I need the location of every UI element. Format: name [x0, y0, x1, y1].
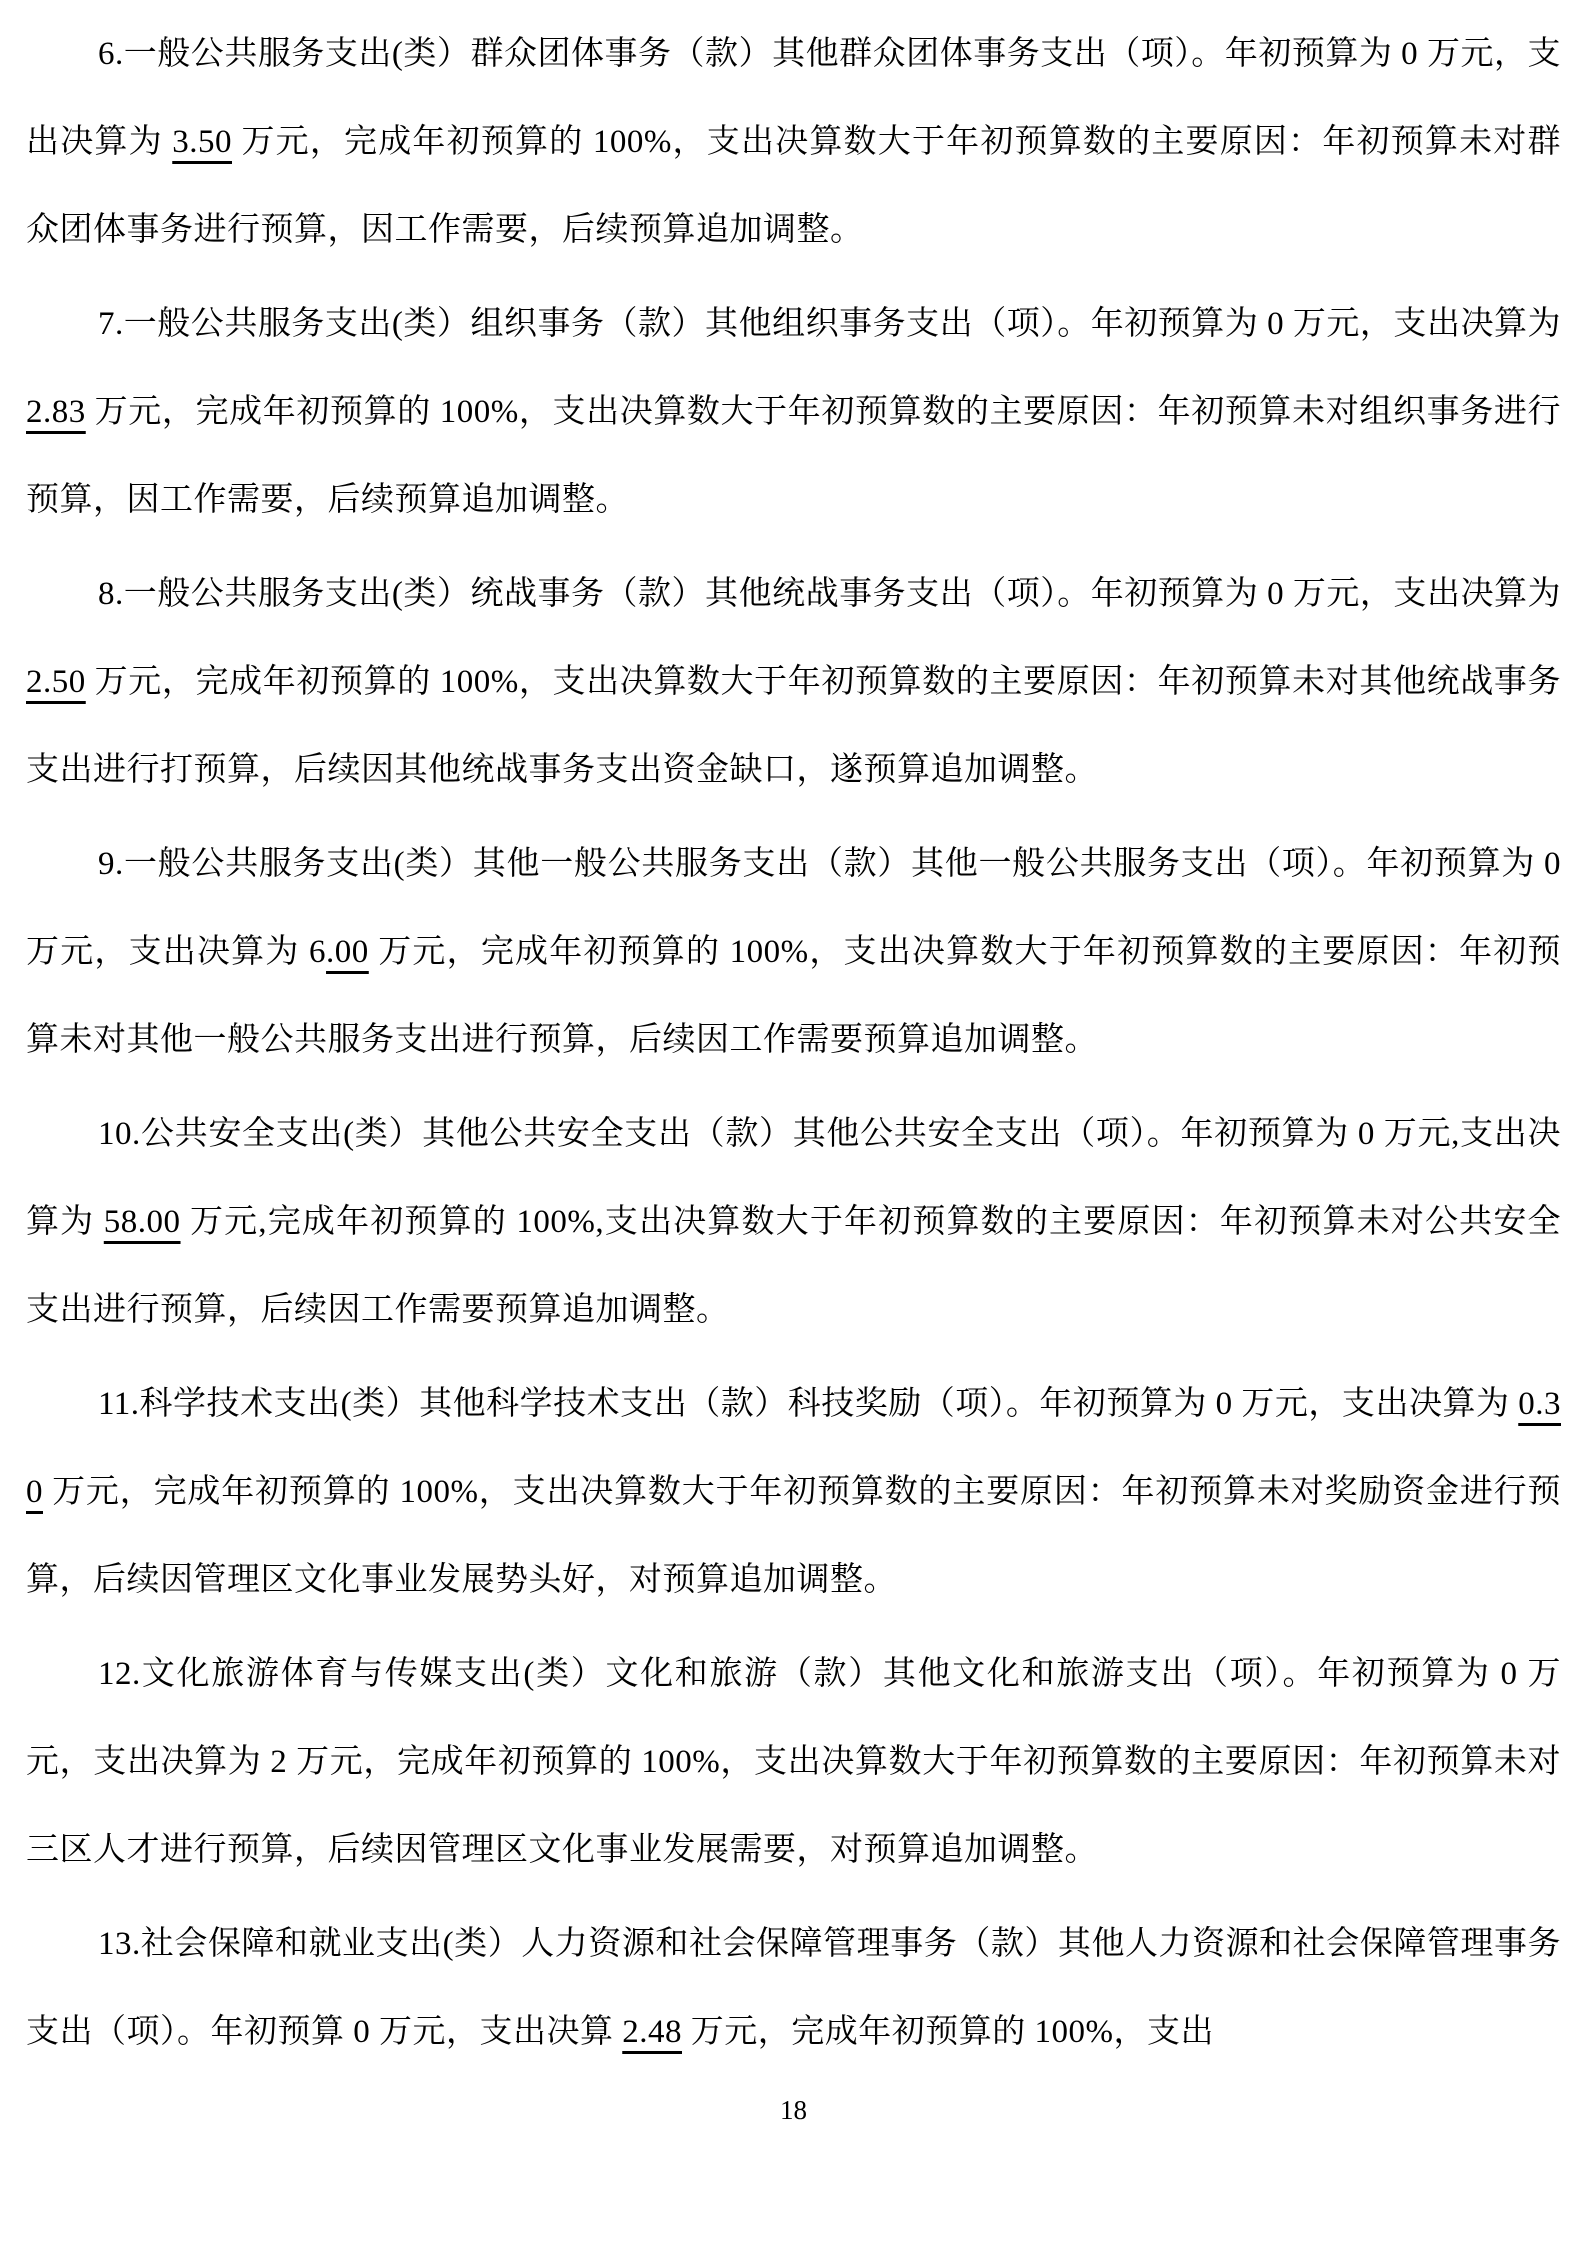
document-body [26, 10, 1570, 2076]
text-run: 万元，完成年初预算的 100%，支出决算数大于年初预算数的主要原因：年初预算未对其他统战事务支出进行打预算，后续因其他统战事务支出资金缺口，遂预算追加调整。 [26, 664, 1561, 788]
paragraph-13 [26, 1900, 1561, 2076]
paragraph-6 [26, 10, 1561, 274]
text-run: 10.公共安全支出(类）其他公共安全支出（款）其他公共安全支出（项）。年初预算为 0 万元,支出决算为 [26, 1116, 1561, 1240]
text-run: 万元，完成年初预算的 100%，支出决算数大于年初预算数的主要原因：年初预算未对组织事务进行预算，因工作需要，后续预算追加调整。 [26, 394, 1561, 518]
text-run: 万元，完成年初预算的 100%，支出决算数大于年初预算数的主要原因：年初预算未对其他一般公共服务支出进行预算，后续因工作需要预算追加调整。 [26, 934, 1561, 1058]
text-run: 万元，完成年初预算的 100%，支出决算数大于年初预算数的主要原因：年初预算未对奖励资金进行预算，后续因管理区文化事业发展势头好，对预算追加调整。 [26, 1474, 1561, 1598]
text-run: 13.社会保障和就业支出(类）人力资源和社会保障管理事务（款）其他人力资源和社会保障管理事务支出（项）。年初预算 0 万元，支出决算 [26, 1926, 1561, 2050]
underlined-amount: 2.83 [26, 394, 86, 430]
underlined-amount: 3.50 [172, 124, 232, 160]
paragraph-12 [26, 1630, 1561, 1894]
underlined-amount: 2.50 [26, 664, 86, 700]
page-footer [0, 2095, 1587, 2125]
paragraph-7 [26, 280, 1570, 544]
text-run: 11.科学技术支出(类）其他科学技术支出（款）科技奖励（项）。年初预算为 0 万元，支出决算为 [98, 1386, 1519, 1422]
paragraph-9 [26, 820, 1570, 1084]
underlined-amount: .00 [326, 934, 369, 970]
text-run: 8.一般公共服务支出(类）统战事务（款）其他统战事务支出（项）。年初预算为 0 万元，支出决算为 [98, 576, 1570, 612]
text-run: 9.一般公共服务支出(类）其他一般公共服务支出（款）其他一般公共服务支出（项）。年初预算为 0 万元，支出决算为 6 [26, 846, 1570, 970]
text-run: 7.一般公共服务支出(类）组织事务（款）其他组织事务支出（项）。年初预算为 0 万元，支出决算为 [98, 306, 1570, 342]
text-run: 万元，完成年初预算的 100%，支出 [682, 2014, 1214, 2050]
underlined-amount: 58.00 [103, 1204, 181, 1240]
underlined-amount: 2.48 [622, 2014, 682, 2050]
page-number: 18 [780, 2095, 807, 2125]
paragraph-10 [26, 1090, 1561, 1354]
text-run: 万元，完成年初预算的 100%，支出决算数大于年初预算数的主要原因：年初预算未对群众团体事务进行预算，因工作需要，后续预算追加调整。 [26, 124, 1562, 248]
paragraph-8 [26, 550, 1570, 814]
underlined-amount: 0.30 [26, 1386, 1561, 1510]
text-run: 万元,完成年初预算的 100%,支出决算数大于年初预算数的主要原因：年初预算未对公共安全支出进行预算，后续因工作需要预算追加调整。 [26, 1204, 1561, 1328]
paragraph-11 [26, 1360, 1561, 1624]
text-run: 12.文化旅游体育与传媒支出(类）文化和旅游（款）其他文化和旅游支出（项）。年初预算为 0 万元，支出决算为 2 万元，完成年初预算的 100%，支出决算数大于年初预算数的主要原因：年初预算未对三区人才进行预算，后续因管理区文化事业发展需要，对预算追加调整。 [26, 1656, 1561, 1868]
text-run: 6.一般公共服务支出(类）群众团体事务（款）其他群众团体事务支出（项）。年初预算为 0 万元，支出决算为 [26, 36, 1561, 160]
